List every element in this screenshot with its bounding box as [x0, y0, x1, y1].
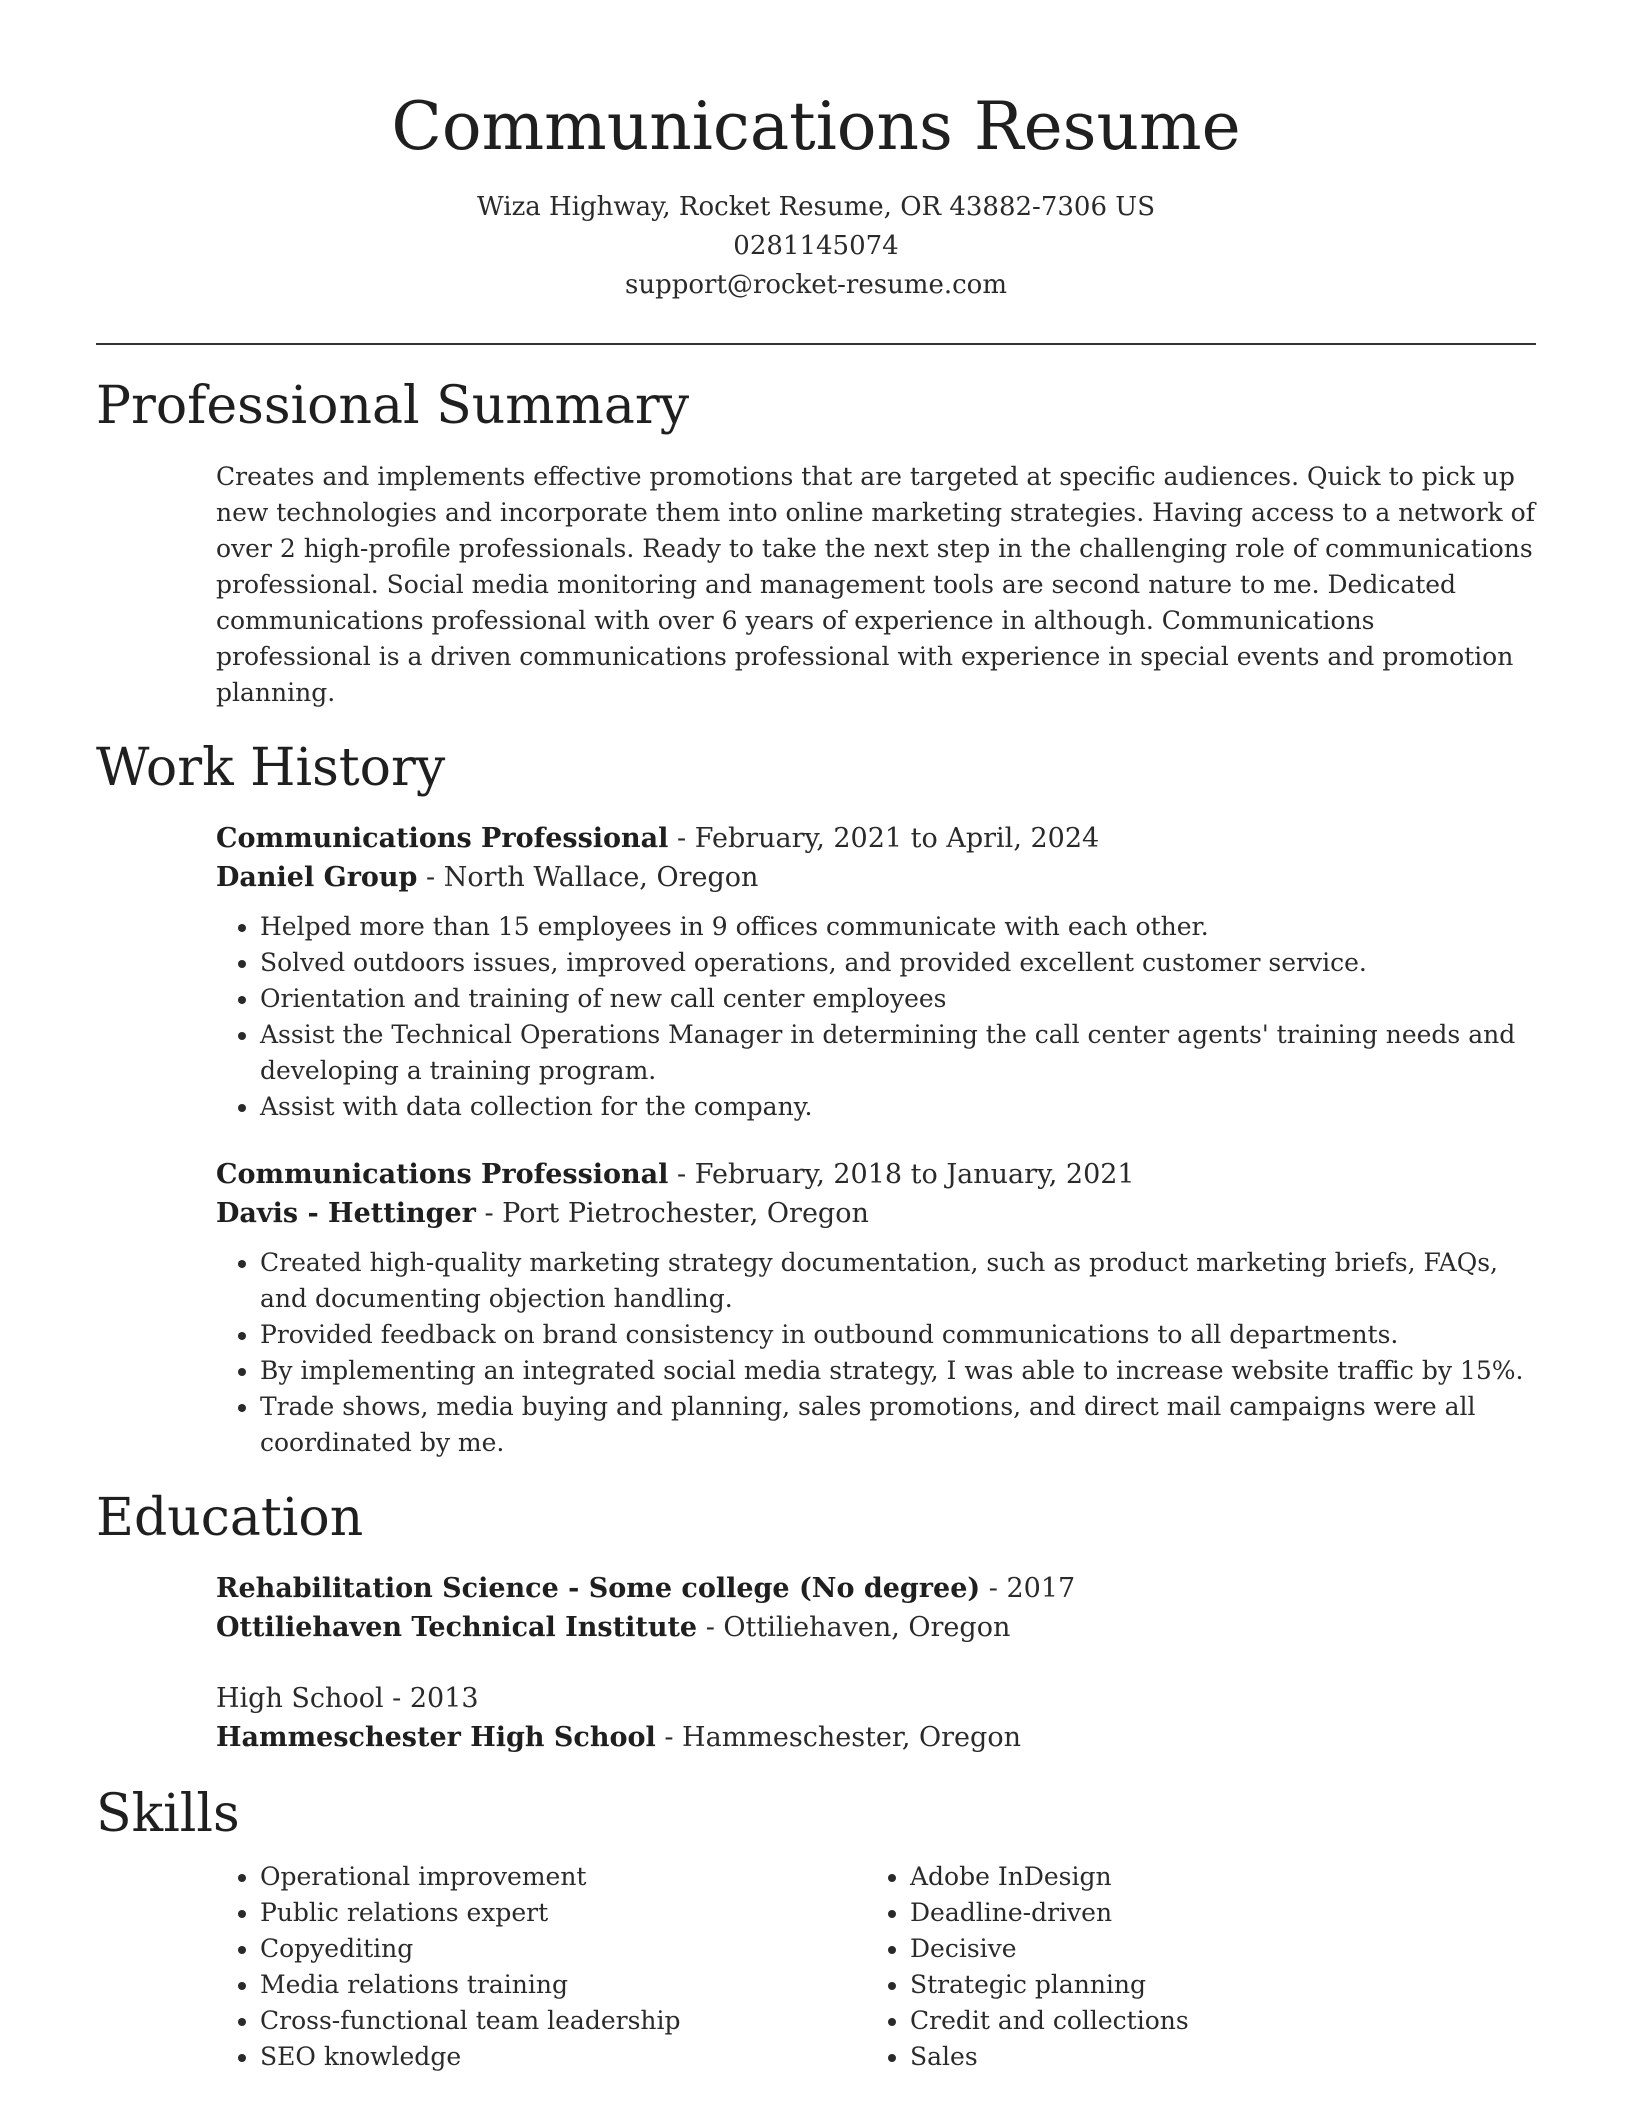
- job-bullet: • Trade shows, media buying and planning, sales promotions, and direct mail campaigns were all coordinated by me.: [260, 1389, 1536, 1461]
- header-divider: [96, 343, 1536, 345]
- job-company-line: [216, 858, 1536, 897]
- job-role: Communications Professional: [216, 823, 669, 854]
- education-heading: Education: [96, 1488, 364, 1548]
- education-location: - Ottiliehaven, Oregon: [697, 1612, 1011, 1643]
- job-dates: - February, 2021 to April, 2024: [668, 823, 1100, 854]
- work-history-section: [96, 735, 1536, 1461]
- education-section: [96, 1485, 1536, 1757]
- education-entry: [216, 1569, 1536, 1647]
- contact-address: Wiza Highway, Rocket Resume, OR 43882-7306 US: [476, 192, 1156, 222]
- resume-title: Communications Resume: [391, 88, 1241, 165]
- education-degree: Rehabilitation Science - Some college (No degree): [216, 1573, 981, 1604]
- education-year: - 2013: [383, 1683, 479, 1714]
- skill-item: • Public relations expert: [260, 1895, 866, 1931]
- summary-text: Creates and implements effective promotions that are targeted at specific audiences. Quick to pick up new technologies and incorporate them into online marketing strategies. Having access to a network of over 2 high-profile professionals. Ready to take the next step in the challenging role of communications professional. Social media monitoring and management tools are second nature to me. Dedicated communications professional with over 6 years of experience in although. Communications professional is a driven communications professional with experience in special events and promotion planning.: [216, 462, 1535, 707]
- job-location: - North Wallace, Oregon: [417, 862, 759, 893]
- job-location: - Port Pietrochester, Oregon: [475, 1198, 869, 1229]
- skill-item: • Credit and collections: [910, 2003, 1516, 2039]
- contact-email: support@rocket-resume.com: [624, 270, 1007, 300]
- resume-page: [96, 0, 1536, 2075]
- job-company: Davis - Hettinger: [216, 1198, 476, 1229]
- work-history-heading: Work History: [96, 738, 446, 798]
- job-bullet: • Provided feedback on brand consistency in outbound communications to all departments.: [260, 1317, 1536, 1353]
- job-bullet: • Assist the Technical Operations Manager in determining the call center agents' training needs and developing a training program.: [260, 1017, 1536, 1089]
- education-year: - 2017: [980, 1573, 1076, 1604]
- education-school-line: [216, 1718, 1536, 1757]
- summary-section: [96, 373, 1536, 711]
- job-role: Communications Professional: [216, 1159, 669, 1190]
- education-degree-line: [216, 1569, 1536, 1608]
- job-company: Daniel Group: [216, 862, 418, 893]
- job-bullet: • Solved outdoors issues, improved operations, and provided excellent customer service.: [260, 945, 1536, 981]
- job-bullet: • Helped more than 15 employees in 9 offices communicate with each other.: [260, 909, 1536, 945]
- skill-item: • Sales: [910, 2039, 1516, 2075]
- education-location: - Hammeschester, Oregon: [655, 1722, 1021, 1753]
- job-title-line: [216, 819, 1536, 858]
- contact-block: [96, 188, 1536, 305]
- education-degree: High School: [216, 1683, 384, 1714]
- education-school: Ottiliehaven Technical Institute: [216, 1612, 698, 1643]
- job-entry: [216, 819, 1536, 1125]
- contact-phone: 0281145074: [733, 231, 899, 261]
- skill-item: • Media relations training: [260, 1967, 866, 2003]
- job-bullets: [216, 1245, 1536, 1461]
- skill-item: • Adobe InDesign: [910, 1859, 1516, 1895]
- summary-heading: Professional Summary: [96, 376, 690, 436]
- education-school-line: [216, 1608, 1536, 1647]
- job-bullet: • Created high-quality marketing strategy documentation, such as product marketing briefs, FAQs, and documenting objection handling.: [260, 1245, 1536, 1317]
- skill-item: • Decisive: [910, 1931, 1516, 1967]
- education-degree-line: [216, 1679, 1536, 1718]
- job-title-line: [216, 1155, 1536, 1194]
- skill-item: • Strategic planning: [910, 1967, 1516, 2003]
- skill-item: • Deadline-driven: [910, 1895, 1516, 1931]
- resume-header: [96, 0, 1536, 305]
- education-school: Hammeschester High School: [216, 1722, 656, 1753]
- job-bullet: • Assist with data collection for the company.: [260, 1089, 1536, 1125]
- job-company-line: [216, 1194, 1536, 1233]
- skill-item: • SEO knowledge: [260, 2039, 866, 2075]
- skills-columns: [216, 1859, 1536, 2075]
- skills-section: [96, 1781, 1536, 2075]
- skills-list-right: [866, 1859, 1516, 2075]
- job-entry: [216, 1155, 1536, 1461]
- job-dates: - February, 2018 to January, 2021: [668, 1159, 1135, 1190]
- skill-item: • Copyediting: [260, 1931, 866, 1967]
- skill-item: • Cross-functional team leadership: [260, 2003, 866, 2039]
- job-bullets: [216, 909, 1536, 1125]
- skills-list-left: [216, 1859, 866, 2075]
- skill-item: • Operational improvement: [260, 1859, 866, 1895]
- education-entry: [216, 1679, 1536, 1757]
- job-bullet: • Orientation and training of new call center employees: [260, 981, 1536, 1017]
- job-bullet: • By implementing an integrated social media strategy, I was able to increase website traffic by 15%.: [260, 1353, 1536, 1389]
- skills-heading: Skills: [96, 1784, 240, 1844]
